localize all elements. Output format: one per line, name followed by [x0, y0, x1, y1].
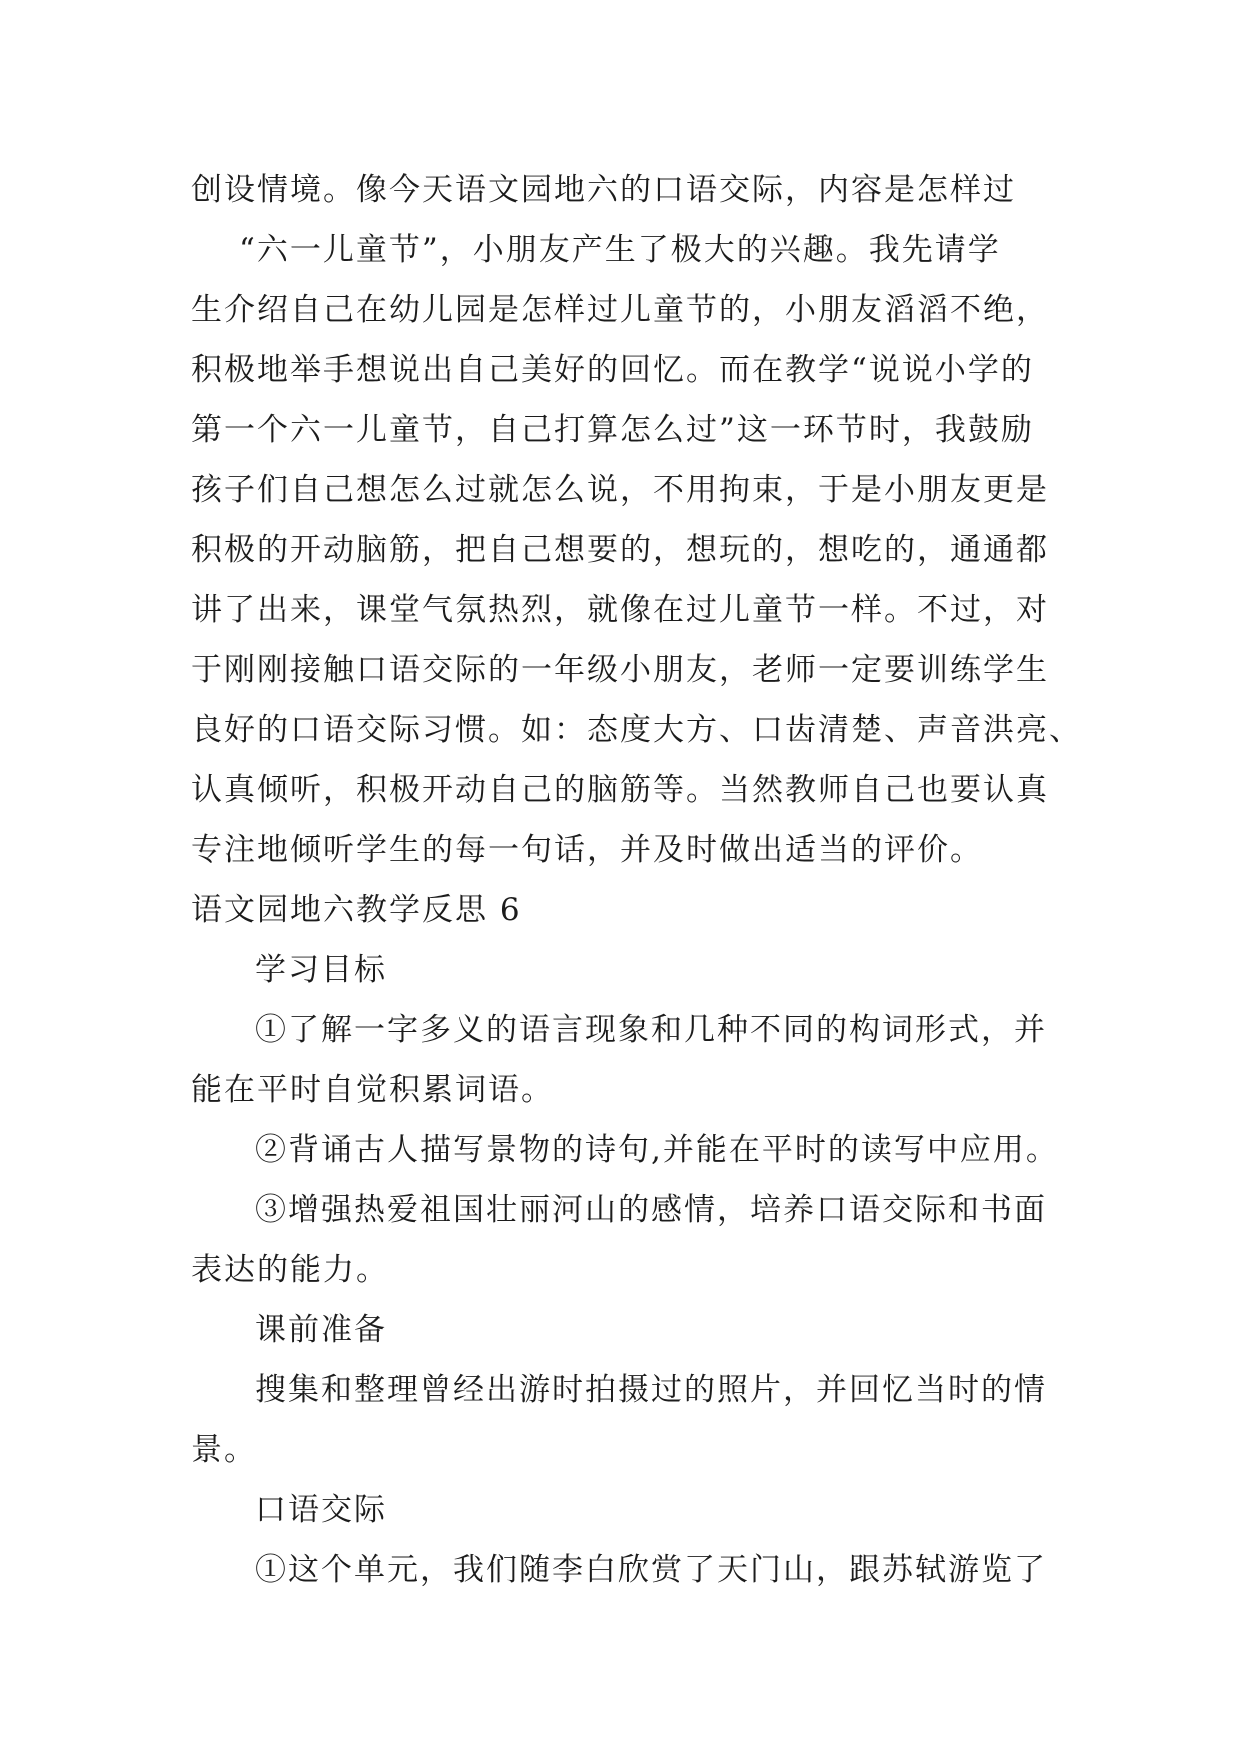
- section-title: 语文园地六教学反思 6: [191, 892, 522, 928]
- paragraph-line: 积极地举手想说出自己美好的回忆。而在教学“说说小学的: [191, 352, 1034, 388]
- paragraph-line: 良好的口语交际习惯。如：态度大方、口齿清楚、声音洪亮、: [191, 712, 1082, 748]
- oral-item-1: ①这个单元，我们随李白欣赏了天门山，跟苏轼游览了: [255, 1552, 1047, 1588]
- goal-item-3-continued: 表达的能力。: [191, 1252, 389, 1288]
- paragraph-line: 积极的开动脑筋，把自己想要的，想玩的，想吃的，通通都: [191, 532, 1049, 568]
- paragraph-line: 第一个六一儿童节，自己打算怎么过”这一环节时，我鼓励: [191, 412, 1034, 448]
- paragraph-line: 于刚刚接触口语交际的一年级小朋友，老师一定要训练学生: [191, 652, 1049, 688]
- paragraph-line: 讲了出来，课堂气氛热烈，就像在过儿童节一样。不过，对: [191, 592, 1049, 628]
- paragraph-line: 专注地倾听学生的每一句话，并及时做出适当的评价。: [191, 832, 983, 868]
- paragraph-line: 生介绍自己在幼儿园是怎样过儿童节的，小朋友滔滔不绝，: [191, 292, 1049, 328]
- paragraph-line: “六一儿童节”，小朋友产生了极大的兴趣。我先请学: [239, 232, 1001, 268]
- goal-item-3: ③增强热爱祖国壮丽河山的感情，培养口语交际和书面: [255, 1192, 1047, 1228]
- subheading-preparation: 课前准备: [255, 1312, 387, 1348]
- preparation-text-continued: 景。: [191, 1432, 257, 1468]
- goal-item-1-continued: 能在平时自觉积累词语。: [191, 1072, 554, 1108]
- document-body: [191, 160, 1082, 1600]
- preparation-text: 搜集和整理曾经出游时拍摄过的照片，并回忆当时的情: [255, 1372, 1047, 1408]
- goal-item-1: ①了解一字多义的语言现象和几种不同的构词形式，并: [255, 1012, 1047, 1048]
- paragraph-line: 孩子们自己想怎么过就怎么说，不用拘束，于是小朋友更是: [191, 472, 1049, 508]
- goal-item-2: ②背诵古人描写景物的诗句,并能在平时的读写中应用。: [255, 1132, 1059, 1168]
- subheading-oral-communication: 口语交际: [255, 1492, 387, 1528]
- paragraph-line: 认真倾听，积极开动自己的脑筋等。当然教师自己也要认真: [191, 772, 1049, 808]
- paragraph-line: 创设情境。像今天语文园地六的口语交际，内容是怎样过: [191, 172, 1016, 208]
- subheading-learning-goals: 学习目标: [255, 952, 387, 988]
